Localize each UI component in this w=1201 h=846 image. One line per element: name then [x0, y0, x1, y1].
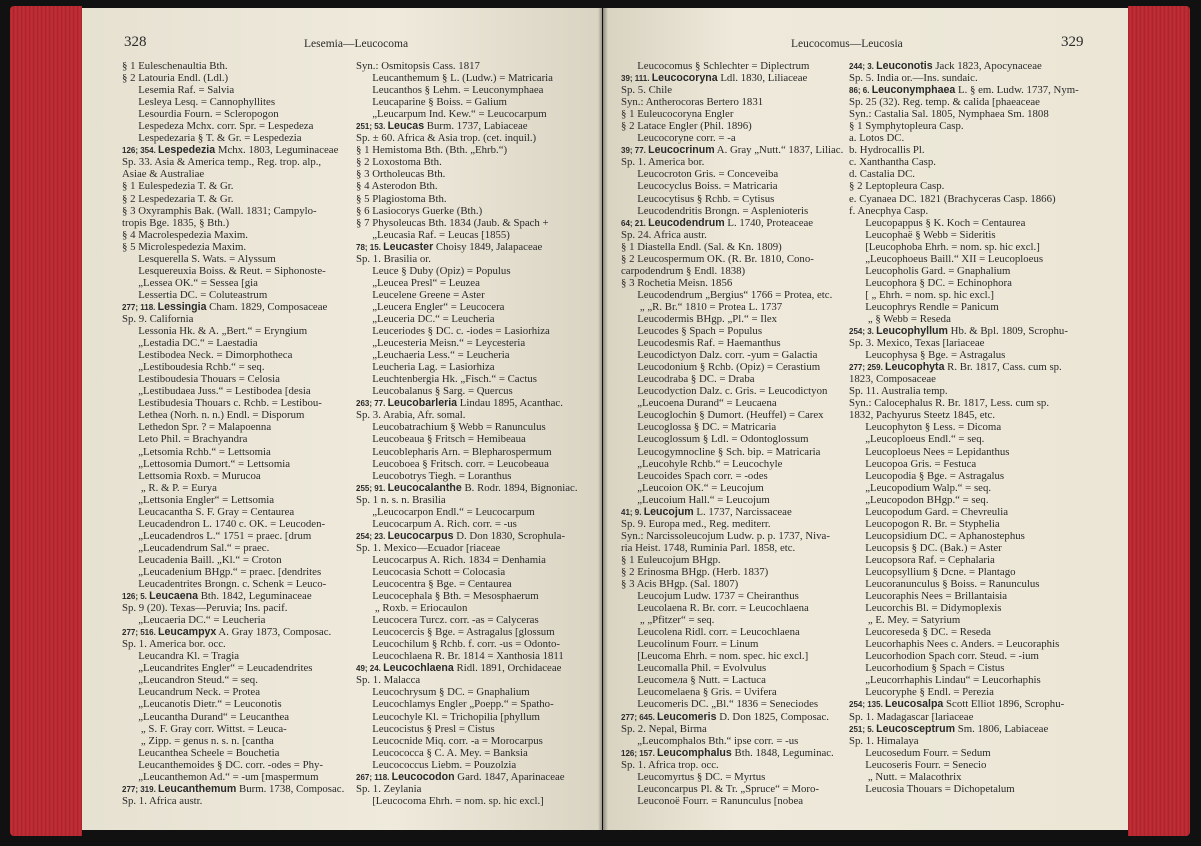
entry-line: Sp. 3. Mexico, Texas [lariaceae: [849, 337, 985, 350]
entry-line: Leucoploeus Nees = Lepidanthus: [849, 445, 1010, 458]
entry-line: § 2 Loxostoma Bth.: [356, 156, 442, 169]
entry-line: „Leucaeria DC.“ = Leucheria: [122, 614, 266, 627]
entry-line: „Lestadia DC.“ = Laestadia: [122, 337, 258, 350]
entry-line: Leucocentra § Bge. = Centaurea: [356, 578, 512, 591]
left-page-edges: [10, 6, 82, 836]
entry-line: ria Heist. 1748, Ruminia Parl. 1858, etc.: [621, 541, 796, 554]
entry-line: Leucorchis Bl. = Didymoplexis: [849, 602, 1002, 615]
entry-line: Syn.: Antherocoras Bertero 1831: [621, 96, 764, 109]
entry-line: Lestibodea Neck. = Dimorphotheca: [122, 349, 293, 362]
entry-line: 254; 3. Leucophyllum Hb. & Bpl. 1809, Scrophu-: [849, 325, 1068, 338]
entry-line: Leucoseris Fourr. = Senecio: [849, 758, 987, 771]
entry-line: Leucodonium § Rchb. (Opiz) = Cerastium: [621, 361, 821, 374]
entry-line: Sp. ± 60. Africa & Asia trop. (cet. inquil.): [356, 132, 537, 145]
entry-line: „Leucomphalos Bth.“ ipse corr. = -us: [621, 734, 799, 747]
entry-line: „Leucadendrum Sal.“ = praec.: [122, 541, 270, 554]
entry-line: Leucolena Ridl. corr. = Leucochlaena: [621, 626, 800, 639]
running-head-right: Leucocomus—Leucosia: [791, 38, 903, 50]
entry-line: 41; 9. Leucojum L. 1737, Narcissaceae: [621, 505, 792, 518]
entry-line: Leucocoryne corr. = -a: [621, 132, 736, 145]
entry-line: Leucorhodion Spach corr. Steud. = -ium: [849, 650, 1039, 663]
entry-line: Leucophaë § Webb = Sideritis: [849, 228, 996, 241]
entry-line: 39; 77. Leucocrinum A. Gray „Nutt.“ 1837, Liliac.: [621, 144, 844, 157]
entry-line: Sp. 1 n. s. n. Brasilia: [356, 493, 446, 506]
entry-line: Leucocistus § Presl = Cistus: [356, 722, 495, 735]
entry-line: „Leucandron Steud.“ = seq.: [122, 674, 258, 687]
entry-line: Sp. 1. Madagascar [lariaceae: [849, 710, 974, 723]
entry-line: „Lessea OK.“ = Sessea [gia: [122, 276, 258, 289]
entry-line: Leucoglossa § DC. = Matricaria: [621, 421, 777, 434]
entry-line: Leucocasia Schott = Colocasia: [356, 565, 506, 578]
entry-line: Sp. 1. Malacca: [356, 674, 421, 687]
left-page-column-1: [122, 60, 344, 807]
entry-line: § 7 Physoleucas Bth. 1834 (Jaub. & Spach +: [356, 216, 549, 229]
entry-line: „Leucea Presl“ = Leuzea: [356, 276, 480, 289]
entry-line: Leucoranunculus § Boiss. = Ranunculus: [849, 578, 1040, 591]
entry-line: Leucocomus § Schlechter = Diplectrum: [621, 60, 810, 72]
right-page-edges: [1128, 6, 1190, 836]
entry-line: Leucanthea Scheele = Bouchetia: [122, 746, 280, 759]
entry-line: „ § Webb = Reseda: [849, 312, 951, 325]
entry-line: Sp. 2. Nepal, Birma: [621, 722, 707, 735]
entry-line: carpodendrum § Endl. 1838): [621, 264, 746, 277]
entry-line: Leucelene Greene = Aster: [356, 288, 485, 301]
entry-line: Leucopodia § Bge. = Astragalus: [849, 469, 1005, 482]
entry-line: Leucobalanus § Sarg. = Quercus: [356, 385, 513, 398]
entry-line: Syn.: Calocephalus R. Br. 1817, Less. cum sp.: [849, 397, 1050, 410]
entry-line: § 6 Lasiocorys Guerke (Bth.): [356, 204, 483, 217]
entry-line: Leucodictyon Dalz. corr. -yum = Galactia: [621, 349, 818, 362]
entry-line: Leucocroton Gris. = Conceveiba: [621, 168, 779, 181]
entry-line: Leucocercis § Bge. = Astragalus [glossum: [356, 626, 555, 639]
entry-line: Sp. 9 (20). Texas—Peruvia; Ins. pacif.: [122, 602, 288, 615]
entry-line: Leucobeaua § Fritsch = Hemibeaua: [356, 433, 526, 446]
entry-line: Leucobatrachium § Webb = Ranunculus: [356, 421, 546, 434]
entry-line: Leucophora § DC. = Echinophora: [849, 276, 1012, 289]
entry-line: 126; 354. Lespedezia Mchx. 1803, Leguminaceae: [122, 144, 339, 157]
entry-line: 277; 516. Leucampyx A. Gray 1873, Composac.: [122, 626, 332, 639]
entry-line: § 2 Lespedezaria T. & Gr.: [122, 192, 234, 205]
entry-line: 126; 5. Leucaena Bth. 1842, Leguminaceae: [122, 590, 312, 603]
entry-line: Syn.: Castalia Sal. 1805, Nymphaea Sm. 1808: [849, 108, 1049, 121]
entry-line: b. Hydrocallis Pl.: [849, 144, 925, 157]
right-page-column-1: [621, 60, 843, 807]
entry-line: Leucocephala § Bth. = Mesosphaerum: [356, 590, 539, 603]
entry-line: Lesemia Raf. = Salvia: [122, 84, 235, 97]
entry-line: 1823, Composaceae: [849, 373, 936, 386]
right-page-column-2: [849, 60, 1079, 795]
entry-line: 49; 24. Leucochlaena Ridl. 1891, Orchidaceae: [356, 662, 562, 675]
entry-line: 277; 319. Leucanthemum Burm. 1738, Composac.: [122, 782, 345, 795]
entry-line: Leuchtenbergia Hk. „Fisch.“ = Cactus: [356, 373, 537, 386]
entry-line: „Leucopodon BHgp.“ = seq.: [849, 493, 989, 506]
entry-line: 277; 645. Leucomeris D. Don 1825, Composac.: [621, 710, 829, 723]
entry-line: Leucoryphe § Endl. = Perezia: [849, 686, 994, 699]
page-number-right: 329: [1061, 34, 1084, 50]
entry-line: Leucococcus Liebm. = Pouzolzia: [356, 758, 517, 771]
entry-line: Lethea (Norh. n. n.) Endl. = Disporum: [122, 409, 305, 422]
entry-line: 1832, Pachyurus Steetz 1845, etc.: [849, 409, 996, 422]
entry-line: „Leucanthemon Ad.“ = -um [maspermum: [122, 770, 319, 783]
entry-line: Lesleya Lesq. = Cannophyllites: [122, 96, 276, 109]
entry-line: 277; 259. Leucophyta R. Br. 1817, Cass. cum sp.: [849, 361, 1062, 374]
entry-line: „Leucasia Raf. = Leucas [1855): [356, 228, 510, 241]
entry-line: Leucandra Kl. = Tragia: [122, 650, 240, 663]
entry-line: Lessertia DC. = Coluteastrum: [122, 288, 268, 301]
entry-line: § 3 Rochetia Meisn. 1856: [621, 276, 733, 289]
entry-line: Leucopodum Gard. = Chevreulia: [849, 505, 1009, 518]
entry-line: Sp. 25 (32). Reg. temp. & calida [phaeaceae: [849, 96, 1040, 109]
entry-line: Lessonia Hk. & A. „Bert.“ = Eryngium: [122, 325, 308, 338]
entry-line: Leucosia Thouars = Dichopetalum: [849, 782, 1015, 795]
entry-line: Leucocyclus Boiss. = Matricaria: [621, 180, 778, 193]
entry-line: Leucodraba § DC. = Draba: [621, 373, 755, 386]
entry-line: Leucomeris DC. „Bl.“ 1836 = Seneciodes: [621, 698, 819, 711]
entry-line: Leucopsora Raf. = Cephalaria: [849, 553, 995, 566]
entry-line: Leucochilum § Rchb. f. corr. -us = Odonto-: [356, 638, 560, 651]
entry-line: Leucoblepharis Arn. = Blepharospermum: [356, 445, 552, 458]
entry-line: Leucodendrum „Bergius“ 1766 = Protea, etc.: [621, 288, 833, 301]
entry-line: § 3 Acis BHgp. (Sal. 1807): [621, 578, 739, 591]
entry-line: Leucophyton § Less. = Dicoma: [849, 421, 1002, 434]
entry-line: „Leucorrhaphis Lindau“ = Leucorhaphis: [849, 674, 1041, 687]
entry-line: Leucomalla Phil. = Evolvulus: [621, 662, 767, 675]
entry-line: Leucojum Ludw. 1737 = Cheiranthus: [621, 590, 799, 603]
entry-line: Sp. 5. India or.—Ins. sundaic.: [849, 72, 978, 85]
entry-line: § 3 Ortholeucas Bth.: [356, 168, 446, 181]
entry-line: Lettsomia Roxb. = Murucoa: [122, 469, 261, 482]
entry-line: 251; 5. Leucosceptrum Sm. 1806, Labiaceae: [849, 722, 1049, 735]
entry-line: Leucodermis BHgp. „Pl.“ = Ilex: [621, 312, 778, 325]
entry-line: Leuconcarpus Pl. & Tr. „Spruce“ = Moro-: [621, 782, 820, 795]
entry-line: Leucodesmis Raf. = Haemanthus: [621, 337, 781, 350]
entry-line: „Leucoium Hall.“ = Leucojum: [621, 493, 770, 506]
entry-line: Leucocarpum A. Rich. corr. = -us: [356, 517, 517, 530]
entry-line: a. Lotos DC.: [849, 132, 905, 145]
entry-line: „Leucophoeus Baill.“ XII = Leucoploeus: [849, 252, 1044, 265]
entry-line: „Lettosomia Dumort.“ = Lettsomia: [122, 457, 291, 470]
entry-line: „ S. F. Gray corr. Wittst. = Leuca-: [122, 722, 287, 735]
entry-line: Leuceriodes § DC. c. -iodes = Lasiorhiza: [356, 325, 550, 338]
entry-line: Sp. 24. Africa austr.: [621, 228, 707, 241]
entry-line: Leucanthos § Lehm. = Leuconymphaea: [356, 84, 544, 97]
entry-line: 255; 91. Leucocalanthe B. Rodr. 1894, Bignoniac.: [356, 481, 578, 494]
entry-line: Syn.: Narcissoleucojum Ludw. p. p. 1737, Niva-: [621, 529, 830, 542]
entry-line: § 2 Latace Engler (Phil. 1896): [621, 120, 752, 133]
entry-line: Leucoglossum § Ldl. = Odontoglossum: [621, 433, 809, 446]
entry-line: „Lettsonia Engler“ = Lettsomia: [122, 493, 275, 506]
entry-line: 39; 111. Leucocoryna Ldl. 1830, Liliaceae: [621, 72, 808, 85]
entry-line: „Leucera Engler“ = Leucocera: [356, 300, 505, 313]
entry-line: Sp. 9. Europa med., Reg. mediterr.: [621, 517, 771, 530]
entry-line: Lesourdia Fourn. = Scleropogon: [122, 108, 279, 121]
entry-line: Leucodyction Dalz. c. Gris. = Leucodictyon: [621, 385, 828, 398]
entry-line: c. Xanthantha Casp.: [849, 156, 936, 169]
entry-line: Leucophrys Rendle = Panicum: [849, 300, 999, 313]
entry-line: „ R. & P. = Eurya: [122, 481, 217, 494]
entry-line: tropis Bge. 1835, § Bth.): [122, 216, 230, 229]
entry-line: § 3 Oxyramphis Bak. (Wall. 1831; Campylo-: [122, 204, 317, 217]
entry-line: „Leucopodium Walp.“ = seq.: [849, 481, 992, 494]
entry-line: 254; 135. Leucosalpa Scott Elliot 1896, Scrophu-: [849, 698, 1065, 711]
entry-line: „Leucarpum Ind. Kew.“ = Leucocarpum: [356, 108, 547, 121]
entry-line: „ „Pfitzer“ = seq.: [621, 614, 715, 627]
entry-line: Sp. 1. Brasilia or.: [356, 252, 431, 265]
entry-line: Sp. 1. Africa trop. occ.: [621, 758, 719, 771]
entry-line: „Leucohyle Rchb.“ = Leucochyle: [621, 457, 783, 470]
entry-line: „Leucocarpon Endl.“ = Leucocarpum: [356, 505, 535, 518]
entry-line: „Lestiboudesia Rchb.“ = seq.: [122, 361, 265, 374]
entry-line: [Leucoma Ehrh. = nom. spec. hic excl.]: [621, 650, 809, 663]
entry-line: Leucomyrtus § DC. = Myrtus: [621, 770, 766, 783]
entry-line: Sp. 33. Asia & America temp., Reg. trop. alp.,: [122, 156, 322, 169]
right-page: [603, 8, 1128, 830]
entry-line: 78; 15. Leucaster Choisy 1849, Jalapaceae: [356, 240, 543, 253]
entry-line: 254; 23. Leucocarpus D. Don 1830, Scrophula-: [356, 529, 566, 542]
entry-line: Leucochlaena R. Br. 1814 = Xanthosia 1811: [356, 650, 564, 663]
entry-line: „Leuceria DC.“ = Leucheria: [356, 312, 495, 325]
entry-line: 86; 6. Leuconymphaea L. § em. Ludw. 1737, Nym-: [849, 84, 1079, 97]
entry-line: „ „R. Br.“ 1810 = Protea L. 1737: [621, 300, 783, 313]
entry-line: Leucoreseda § DC. = Reseda: [849, 626, 991, 639]
entry-line: Leucanthemoides § DC. corr. -odes = Phy-: [122, 758, 323, 771]
entry-line: § 1 Euleschenaultia Bth.: [122, 60, 228, 72]
entry-line: Leucopappus § K. Koch = Centaurea: [849, 216, 1026, 229]
entry-line: d. Castalia DC.: [849, 168, 915, 181]
entry-line: Leucochrysum § DC. = Gnaphalium: [356, 686, 530, 699]
entry-line: Leucorhaphis Nees c. Anders. = Leucoraphis: [849, 638, 1060, 651]
entry-line: Lesquerella S. Wats. = Alyssum: [122, 252, 276, 265]
book-gutter: [598, 8, 608, 830]
entry-line: Leucopogon R. Br. = Styphelia: [849, 517, 1000, 530]
entry-line: „Lestibudaea Juss.“ = Lestibodea [desia: [122, 385, 311, 398]
entry-line: Leucacantha S. F. Gray = Centaurea: [122, 505, 295, 518]
entry-line: Leucopsyllium § Dcne. = Plantago: [849, 565, 1016, 578]
entry-line: „ Roxb. = Eriocaulon: [356, 602, 468, 615]
entry-line: Leucheria Lag. = Lasiorhiza: [356, 361, 495, 374]
entry-line: Leucadenia Baill. „Kl.“ = Croton: [122, 553, 282, 566]
entry-line: § 1 Eulespedezia T. & Gr.: [122, 180, 234, 193]
entry-line: Leucoides Spach corr. = -odes: [621, 469, 768, 482]
entry-line: § 2 Latouria Endl. (Ldl.): [122, 72, 229, 85]
entry-line: „Leucoploeus Endl.“ = seq.: [849, 433, 985, 446]
entry-line: Leucopsis § DC. (Bak.) = Aster: [849, 541, 1002, 554]
entry-line: „Leucoena Durand“ = Leucaena: [621, 397, 777, 410]
entry-line: Leucoraphis Nees = Brillantaisia: [849, 590, 1008, 603]
entry-line: Leucocnide Miq. corr. -a = Morocarpus: [356, 734, 543, 747]
entry-line: „Leucadendros L.“ 1751 = praec. [drum: [122, 529, 312, 542]
entry-line: Sp. 1. Mexico—Ecuador [riaceae: [356, 541, 501, 554]
entry-line: Sp. 1. Africa austr.: [122, 794, 203, 807]
entry-line: „Leucesteria Meisn.“ = Leycesteria: [356, 337, 526, 350]
entry-line: Leucadentrites Brongn. c. Schenk = Leuco-: [122, 578, 327, 591]
entry-line: § 1 Diastella Endl. (Sal. & Kn. 1809): [621, 240, 782, 253]
entry-line: 64; 21. Leucodendrum L. 1740, Proteaceae: [621, 216, 814, 229]
entry-line: Leucochlamys Engler „Poepp.“ = Spatho-: [356, 698, 554, 711]
entry-line: Sp. 1. Himalaya: [849, 734, 919, 747]
entry-line: Asiae & Australiae: [122, 168, 205, 181]
entry-line: Lestibudesia Thouars c. Rchb. = Lestibou-: [122, 397, 322, 410]
entry-line: Lesquereuxia Boiss. & Reut. = Siphonoste-: [122, 264, 326, 277]
entry-line: Leucandrum Neck. = Protea: [122, 686, 261, 699]
entry-line: Lespedezaria § T. & Gr. = Lespedezia: [122, 132, 302, 145]
left-page: [82, 8, 602, 830]
entry-line: f. Anecphya Casp.: [849, 204, 929, 217]
entry-line: Leucogymnocline § Sch. bip. = Matricaria: [621, 445, 821, 458]
entry-line: Sp. 1. America bor. occ.: [122, 638, 226, 651]
entry-line: 244; 3. Leuconotis Jack 1823, Apocynaceae: [849, 60, 1042, 72]
entry-line: § 1 Symphytopleura Casp.: [849, 120, 964, 133]
entry-line: § 5 Microlespedezia Maxim.: [122, 240, 247, 253]
entry-line: [ „ Ehrh. = nom. sp. hic excl.]: [849, 288, 994, 301]
entry-line: Leucococca § C. A. Mey. = Banksia: [356, 746, 528, 759]
entry-line: § 4 Asterodon Bth.: [356, 180, 438, 193]
entry-line: „Leucadenium BHgp.“ = praec. [dendrites: [122, 565, 322, 578]
entry-line: „ Nutt. = Malacothrix: [849, 770, 962, 783]
entry-line: Leucopholis Gard. = Gnaphalium: [849, 264, 1011, 277]
entry-line: „Leucandrites Engler“ = Leucadendrites: [122, 662, 313, 675]
entry-line: 126; 157. Leucomphalus Bth. 1848, Leguminac.: [621, 746, 834, 759]
entry-line: Sp. 1. America bor.: [621, 156, 705, 169]
entry-line: Leucoboea § Fritsch. corr. = Leucobeaua: [356, 457, 549, 470]
entry-line: Leucocarpus A. Rich. 1834 = Denhamia: [356, 553, 546, 566]
entry-line: „Leucantha Durand“ = Leucanthea: [122, 710, 290, 723]
entry-line: Leucocytisus § Rchb. = Cytisus: [621, 192, 775, 205]
left-page-column-2: [356, 60, 578, 807]
entry-line: § 2 Leucospermum OK. (R. Br. 1810, Cono-: [621, 252, 814, 265]
entry-line: „Leuchaeria Less.“ = Leucheria: [356, 349, 510, 362]
page-number-left: 328: [124, 34, 147, 50]
entry-line: „Letsomia Rchb.“ = Lettsomia: [122, 445, 271, 458]
entry-line: § 1 Hemistoma Bth. (Bth. „Ehrb.“): [356, 144, 508, 157]
entry-line: § 1 Euleucojum BHgp.: [621, 553, 721, 566]
entry-line: Leucadendron L. 1740 c. OK. = Leucoden-: [122, 517, 326, 530]
entry-line: 263; 77. Leucobarleria Lindau 1895, Acanthac.: [356, 397, 563, 410]
entry-line: Leucopoa Gris. = Festuca: [849, 457, 977, 470]
entry-line: Leucolinum Fourr. = Linum: [621, 638, 759, 651]
entry-line: § 4 Macrolespedezia Maxim.: [122, 228, 248, 241]
entry-line: Leucocera Turcz. corr. -as = Calyceras: [356, 614, 539, 627]
entry-line: Leto Phil. = Brachyandra: [122, 433, 248, 446]
entry-line: § 2 Leptopleura Casp.: [849, 180, 945, 193]
entry-line: „ Zipp. = genus n. s. n. [cantha: [122, 734, 274, 747]
entry-line: „Leucanotis Dietr.“ = Leuconotis: [122, 698, 282, 711]
entry-line: Leuce § Duby (Opiz) = Populus: [356, 264, 511, 277]
entry-line: „ E. Mey. = Satyrium: [849, 614, 961, 627]
entry-line: Leucoglochin § Dumort. (Heuffel) = Carex: [621, 409, 824, 422]
entry-line: § 1 Euleucocoryna Engler: [621, 108, 734, 121]
entry-line: Leucophysa § Bge. = Astragalus: [849, 349, 1006, 362]
entry-line: Sp. 3. Arabia, Afr. somal.: [356, 409, 466, 422]
entry-line: Leucomelaena § Gris. = Uvifera: [621, 686, 777, 699]
entry-line: Leucolaena R. Br. corr. = Leucochlaena: [621, 602, 809, 615]
entry-line: Lestiboudesia Thouars = Celosia: [122, 373, 280, 386]
entry-line: [Leucocoma Ehrh. = nom. sp. hic excl.]: [356, 794, 544, 807]
entry-line: Sp. 1. Zeylania: [356, 782, 422, 795]
entry-line: Sp. 9. California: [122, 312, 194, 325]
entry-line: Leucobotrys Tiegh. = Loranthus: [356, 469, 512, 482]
entry-line: Syn.: Osmitopsis Cass. 1817: [356, 60, 480, 72]
entry-line: 277; 118. Lessingia Cham. 1829, Composaceae: [122, 300, 328, 313]
entry-line: [Leucophoba Ehrh. = nom. sp. hic excl.]: [849, 240, 1040, 253]
entry-line: Leucosedum Fourr. = Sedum: [849, 746, 991, 759]
entry-line: 267; 118. Leucocodon Gard. 1847, Aparinaceae: [356, 770, 565, 783]
entry-line: § 2 Erinosma BHgp. (Herb. 1837): [621, 565, 769, 578]
entry-line: Leucorhodium § Spach = Cistus: [849, 662, 1005, 675]
entry-line: Lespedeza Mchx. corr. Spr. = Lespedeza: [122, 120, 314, 133]
entry-line: Leucodendritis Brongn. = Asplenioteris: [621, 204, 809, 217]
entry-line: Lethedon Spr. ? = Malapoenna: [122, 421, 272, 434]
entry-line: Leucodes § Spach = Populus: [621, 325, 763, 338]
entry-line: Leucanthemum § L. (Ludw.) = Matricaria: [356, 72, 553, 85]
entry-line: 251; 53. Leucas Burm. 1737, Labiaceae: [356, 120, 528, 133]
entry-line: Leuconoë Fourr. = Ranunculus [nobea: [621, 794, 804, 807]
entry-line: Leucaparine § Boiss. = Galium: [356, 96, 507, 109]
entry-line: Leucopsidium DC. = Aphanostephus: [849, 529, 1025, 542]
entry-line: Sp. 11. Australia temp.: [849, 385, 948, 398]
entry-line: Sp. 5. Chile: [621, 84, 672, 97]
entry-line: § 5 Plagiostoma Bth.: [356, 192, 447, 205]
entry-line: „Leucoion OK.“ = Leucojum: [621, 481, 764, 494]
entry-line: Leucomeла § Nutt. = Lactuca: [621, 674, 766, 687]
entry-line: e. Cyanaea DC. 1821 (Brachyceras Casp. 1866): [849, 192, 1056, 205]
entry-line: Leucochyle Kl. = Trichopilia [phyllum: [356, 710, 540, 723]
running-head-left: Lesemia—Leucocoma: [304, 38, 409, 50]
